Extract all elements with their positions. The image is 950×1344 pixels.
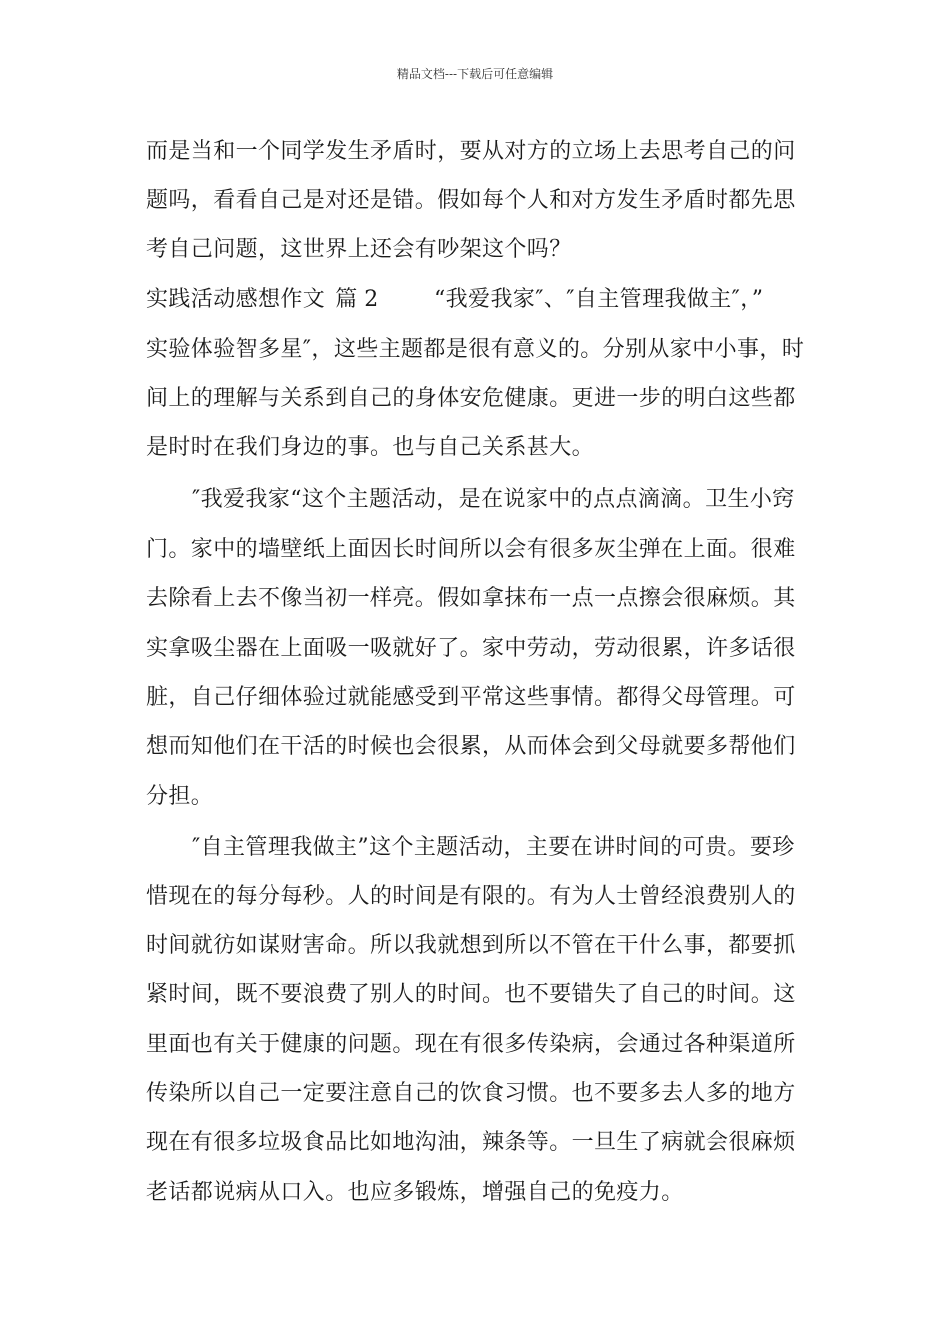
text-line: 题吗，看看自己是对还是错。假如每个人和对方发生矛盾时都先思 [146,188,796,213]
text-line: 实拿吸尘器在上面吸一吸就好了。家中劳动，劳动很累，许多话很 [146,636,796,661]
text-line: 分担。 [146,784,214,809]
text-line: 考自己问题，这世界上还会有吵架这个吗？ [146,237,572,262]
text-line: 里面也有关于健康的问题。现在有很多传染病，会通过各种渠道所 [146,1032,796,1057]
text-line: 紧时间，既不要浪费了别人的时间。也不要错失了自己的时间。这 [146,982,796,1007]
section-heading-line [146,285,826,315]
text-line: 是时时在我们身边的事。也与自己关系甚大。 [146,435,595,460]
text-line: 脏，自己仔细体验过就能感受到平常这些事情。都得父母管理。可 [146,685,796,710]
text-line: 而是当和一个同学发生矛盾时，要从对方的立场上去思考自己的问 [146,139,796,164]
section-lead-text: “我爱我家″、″自主管理我做主″，” [434,287,764,312]
text-line: 传染所以自己一定要注意自己的饮食习惯。也不要多去人多的地方 [146,1081,796,1106]
text-line: 老话都说病从口入。也应多锻炼，增强自己的免疫力。 [146,1180,684,1205]
paragraph-first-line: ″我爱我家“这个主题活动，是在说家中的点点滴滴。卫生小窍 [192,487,795,512]
text-line: 时间就彷如谋财害命。所以我就想到所以不管在干什么事，都要抓 [146,933,796,958]
section-number: 篇 2 [335,287,379,312]
running-header: 精品文档---下载后可任意编辑 [396,67,554,81]
text-line: 实验体验智多星″，这些主题都是很有意义的。分别从家中小事，时 [146,337,805,362]
section-title: 实践活动感想作文 [146,287,326,312]
text-line: 门。家中的墙壁纸上面因长时间所以会有很多灰尘弹在上面。很难 [146,537,796,562]
paragraph-first-line: ″自主管理我做主”这个主题活动，主要在讲时间的可贵。要珍 [192,835,795,860]
text-line: 惜现在的每分每秒。人的时间是有限的。有为人士曾经浪费别人的 [146,884,796,909]
text-line: 去除看上去不像当初一样亮。假如拿抹布一点一点擦会很麻烦。其 [146,586,796,611]
text-line: 间上的理解与关系到自己的身体安危健康。更进一步的明白这些都 [146,386,796,411]
text-line: 想而知他们在干活的时候也会很累，从而体会到父母就要多帮他们 [146,734,796,759]
text-line: 现在有很多垃圾食品比如地沟油，辣条等。一旦生了病就会很麻烦 [146,1130,796,1155]
